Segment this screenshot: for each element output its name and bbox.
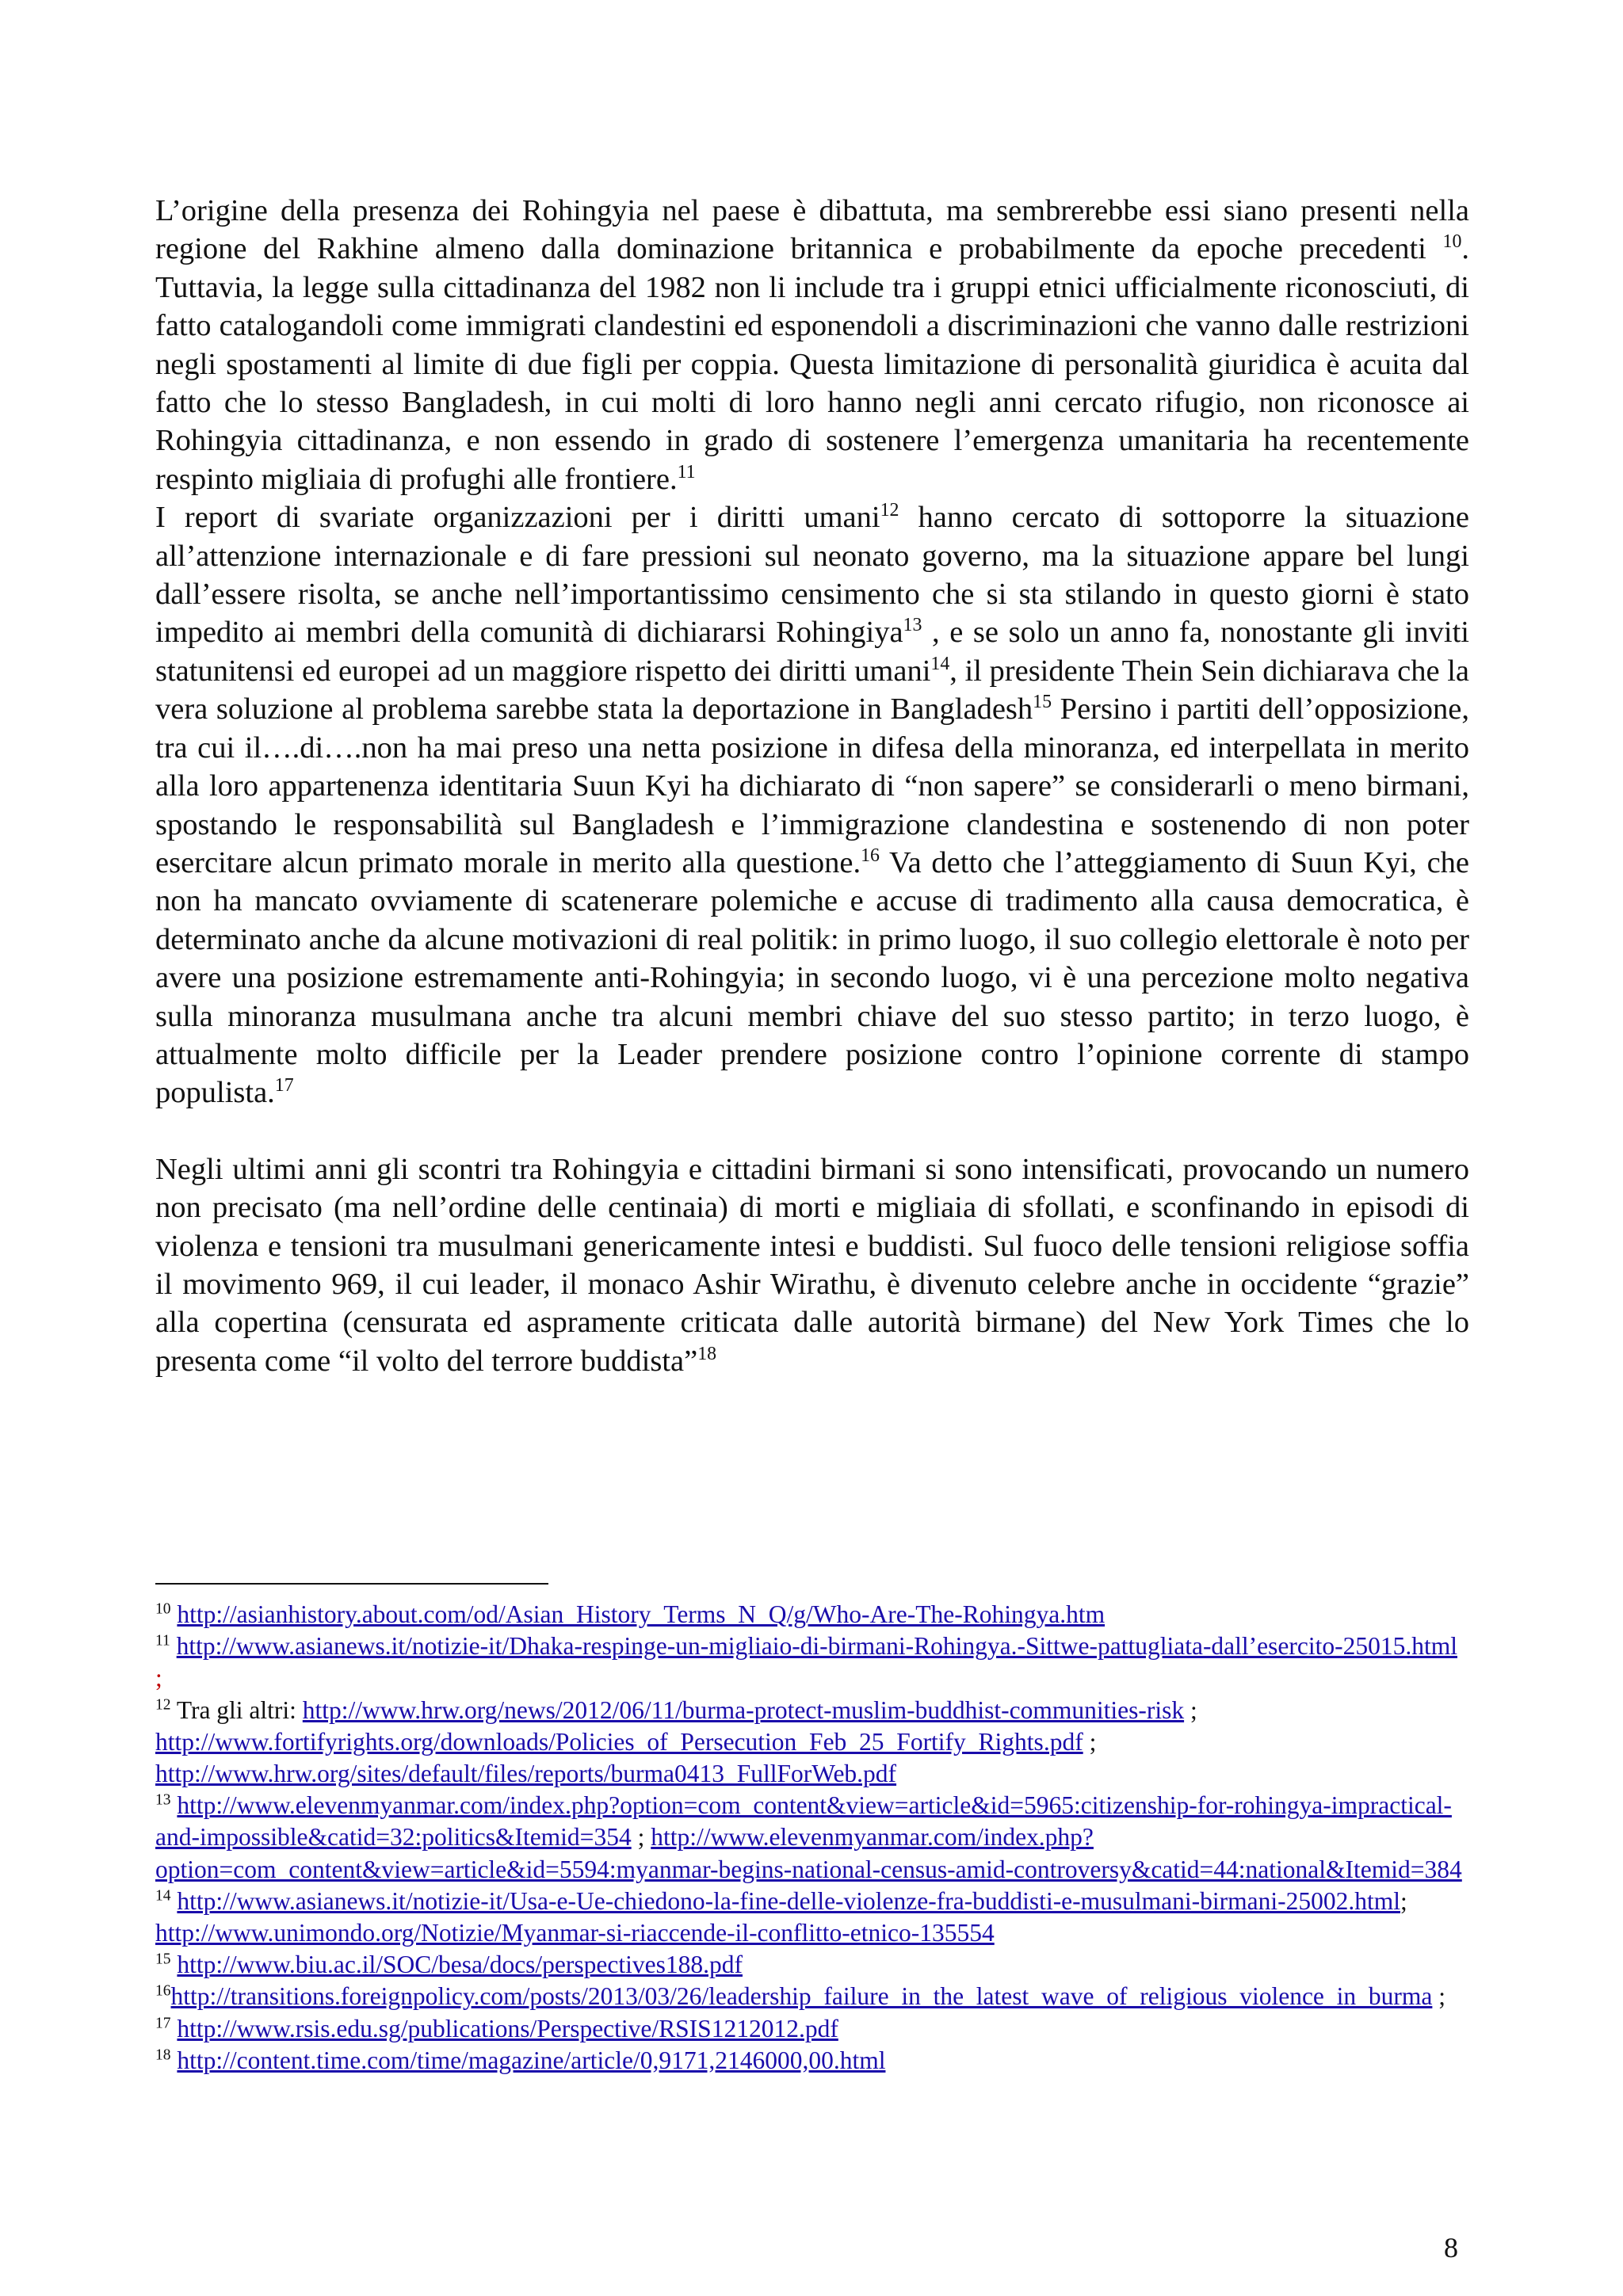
footnote-number: 14 xyxy=(155,1887,171,1905)
footnotes xyxy=(155,1599,1469,2077)
footnote-18 xyxy=(155,2045,1469,2077)
footnote-separator xyxy=(155,1583,548,1585)
footnote-ref: 16 xyxy=(861,845,880,867)
footnote-link[interactable]: http://www.elevenmyanmar.com/index.php?option=com_content&view=article&id=5965:citizenship-for-rohingya-impractical-and-impossible&catid=32:politics&Itemid=354 xyxy=(155,1791,1452,1852)
footnote-separator-text: ; xyxy=(631,1823,651,1852)
text-segment: Va detto che l’atteggiamento di Suun Kyi, che non ha mancato ovviamente di scatenerare polemiche e accuse di tradimento alla causa democratica, è determinato anche da alcune motivazioni di real politik: in primo luogo, il suo collegio elettorale è noto per avere una posizione estremamente anti-Rohingyia; in secondo luogo, vi è una percezione molto negativa sulla minoranza musulmana anche tra alcuni membri chiave del suo stesso partito; in terzo luogo, è attualmente molto difficile per la Leader prendere posizione contro l’opinione corrente di stampo populista. xyxy=(155,845,1469,1110)
footnote-number: 16 xyxy=(155,1982,171,2000)
footnote-ref: 11 xyxy=(677,462,696,483)
footnote-link[interactable]: http://asianhistory.about.com/od/Asian_History_Terms_N_Q/g/Who-Are-The-Rohingya.htm xyxy=(177,1600,1106,1628)
footnote-ref: 13 xyxy=(903,615,922,636)
footnote-ref: 17 xyxy=(274,1075,294,1097)
paragraph-3 xyxy=(155,1150,1469,1380)
text-segment: . Tuttavia, la legge sulla cittadinanza del 1982 non li include tra i gruppi etnici ufficialmente riconosciuti, di fatto catalogandoli come immigrati clandestini ed esponendoli a discriminazioni che vanno dalle restrizioni negli spostamenti al limite di due figli per coppia. Questa limitazione di personalità giuridica è acuita dal fatto che lo stesso Bangladesh, in cui molti di loro hanno negli anni cercato rifugio, non riconosce ai Rohingyia cittadinanza, e non essendo in grado di sostenere l’emergenza umanitaria ha recentemente respinto migliaia di profughi alle frontiere. xyxy=(155,232,1469,496)
footnote-separator-text: ; xyxy=(1184,1695,1197,1724)
footnote-link[interactable]: http://www.biu.ac.il/SOC/besa/docs/perspectives188.pdf xyxy=(177,1951,743,1979)
footnote-15 xyxy=(155,1949,1469,1981)
footnote-ref: 12 xyxy=(880,500,899,521)
footnote-ref: 18 xyxy=(697,1343,717,1364)
paragraph-2 xyxy=(155,498,1469,1112)
text-segment: L’origine della presenza dei Rohingyia nel paese è dibattuta, ma sembrerebbe essi siano presenti nella regione del Rakhine almeno dalla dominazione britannica e probabilmente da epoche precedenti xyxy=(155,194,1469,266)
footnote-10 xyxy=(155,1599,1469,1630)
footnote-12 xyxy=(155,1695,1469,1791)
text-segment: I report di svariate organizzazioni per i diritti umani xyxy=(155,501,880,535)
paragraph-gap xyxy=(155,1112,1469,1150)
footnote-number: 15 xyxy=(155,1951,171,1968)
footnote-number: 13 xyxy=(155,1791,171,1809)
paragraph-1 xyxy=(155,192,1469,498)
footnote-16 xyxy=(155,1981,1469,2012)
footnote-number: 11 xyxy=(155,1632,170,1650)
body-text xyxy=(155,192,1469,1380)
footnote-link[interactable]: http://transitions.foreignpolicy.com/posts/2013/03/26/leadership_failure_in_the_latest_wave_of_religious_violence_in_burma xyxy=(170,1982,1433,2011)
footnote-separator-text: ; xyxy=(1432,1982,1446,2011)
footnote-number: 10 xyxy=(155,1600,171,1618)
footnote-link[interactable]: http://www.fortifyrights.org/downloads/Policies_of_Persecution_Feb_25_Fortify_Rights.pdf xyxy=(155,1727,1083,1756)
text-segment: hanno cercato di sottoporre la situazione all’attenzione internazionale e di fare pressioni sul neonato governo, ma la situazione appare bel lungi dall’essere risolta, se anche nell’importantissimo censimento che si sta stilando in questo giorni è stato impedito ai membri della comunità di dichiararsi Rohingiya xyxy=(155,501,1470,650)
footnote-separator-text: ; xyxy=(1400,1886,1407,1915)
text-segment: Negli ultimi anni gli scontri tra Rohingyia e cittadini birmani si sono intensificati, provocando un numero non precisato (ma nell’ordine delle centinaia) di morti e migliaia di sfollati, e sconfinando in episodi di violenza e tensioni tra musulmani genericamente intesi e buddisti. Sul fuoco delle tensioni religiose soffia il movimento 969, il cui leader, il monaco Ashir Wirathu, è divenuto celebre anche in occidente “grazie” alla copertina (censurata ed aspramente criticata dalle autorità birmane) del New York Times che lo presenta come “il volto del terrore buddista” xyxy=(155,1152,1469,1378)
footnote-number: 12 xyxy=(155,1696,171,1714)
footnote-prefix: Tra gli altri: xyxy=(176,1695,303,1724)
text-segment: Persino i partiti dell’opposizione, tra cui il….di….non ha mai preso una netta posizione in difesa della minoranza, ed interpellata in merito alla loro appartenenza identitaria Suun Kyi ha dichiarato di “non sapere” se considerarli o meno birmani, spostando le responsabilità sul Bangladesh e l’immigrazione clandestina e sostenendo di non poter esercitare alcun primato morale in merito alla questione. xyxy=(155,692,1470,879)
footnote-link[interactable]: http://content.time.com/time/magazine/article/0,9171,2146000,00.html xyxy=(177,2046,886,2074)
footnote-link[interactable]: http://www.hrw.org/news/2012/06/11/burma-protect-muslim-buddhist-communities-risk xyxy=(302,1695,1185,1724)
footnote-link[interactable]: http://www.asianews.it/notizie-it/Dhaka-respinge-un-migliaio-di-birmani-Rohingya.-Sittwe-pattugliata-dall’esercito-25015.html xyxy=(176,1632,1457,1661)
footnote-17 xyxy=(155,2013,1469,2045)
footnote-link[interactable]: http://www.asianews.it/notizie-it/Usa-e-Ue-chiedono-la-fine-delle-violenze-fra-buddisti-e-musulmani-birmani-25002.html xyxy=(177,1886,1400,1915)
text-segment: , il presidente Thein Sein dichiarava che la vera soluzione al problema sarebbe stata la deportazione in Bangladesh xyxy=(155,654,1469,727)
text-segment: , e se solo un anno fa, nonostante gli inviti statunitensi ed europei ad un maggiore rispetto dei diritti umani xyxy=(155,616,1469,688)
footnote-link[interactable]: http://www.hrw.org/sites/default/files/reports/burma0413_FullForWeb.pdf xyxy=(155,1760,897,1788)
footnote-ref: 14 xyxy=(930,654,950,675)
footnote-link[interactable]: http://www.rsis.edu.sg/publications/Perspective/RSIS1212012.pdf xyxy=(177,2014,838,2042)
footnote-number: 18 xyxy=(155,2046,171,2064)
footnote-ref: 15 xyxy=(1033,692,1052,713)
footnote-number: 17 xyxy=(155,2015,171,2032)
footnote-14 xyxy=(155,1886,1469,1949)
footnote-separator-text: ; xyxy=(1083,1727,1097,1756)
footnote-separator-text: ; xyxy=(155,1664,162,1692)
footnote-ref: 10 xyxy=(1442,231,1462,253)
footnote-13 xyxy=(155,1790,1469,1886)
footnote-link[interactable]: http://www.elevenmyanmar.com/index.php?option=com_content&view=article&id=5594:myanmar-begins-national-census-amid-controversy&catid=44:national&Itemid=384 xyxy=(155,1823,1462,1883)
footnote-11 xyxy=(155,1630,1469,1694)
page-number: 8 xyxy=(1444,2232,1458,2264)
footnote-link[interactable]: http://www.unimondo.org/Notizie/Myanmar-si-riaccende-il-conflitto-etnico-135554 xyxy=(155,1919,995,1947)
